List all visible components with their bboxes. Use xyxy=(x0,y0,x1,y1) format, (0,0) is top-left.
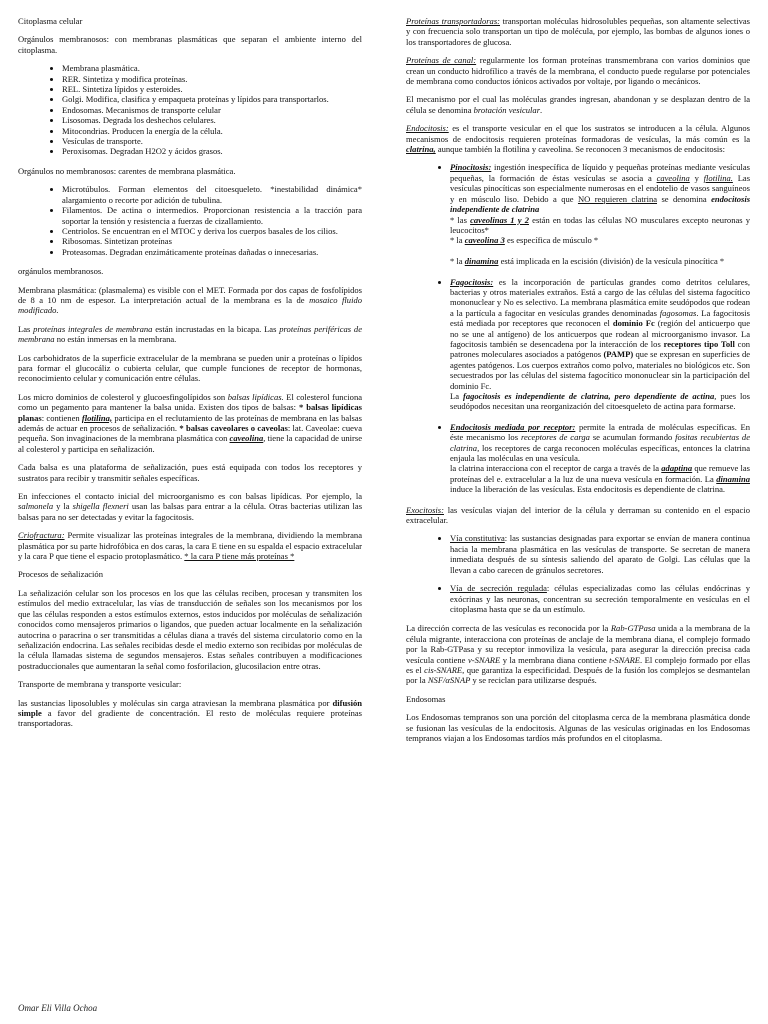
text: * la xyxy=(450,256,463,267)
text: la clatrina interacciona con el receptor de carga a través de la xyxy=(450,463,660,474)
list-item: • Proteasomas. Degradan enzimáticamente proteínas dañadas o innecesarias. xyxy=(62,247,362,257)
text: La dirección correcta de las vesículas es reconocida por la xyxy=(406,623,609,634)
text: Los micro dominios de colesterol y glucoesfingolípidos son xyxy=(18,391,226,402)
text: * las xyxy=(450,214,467,225)
subheading: Transporte de membrana y transporte vesicular: xyxy=(18,679,182,690)
term: caveolina xyxy=(656,172,690,183)
text: y la xyxy=(56,501,70,512)
text: y xyxy=(694,172,699,183)
text: mosaico fluido modificado. xyxy=(18,294,362,316)
term: caveolina xyxy=(229,433,264,444)
term: Proteínas transportadoras: xyxy=(406,16,500,26)
term: Vía de secreción regulada xyxy=(450,583,547,594)
term: v-SNARE xyxy=(467,654,501,665)
text: , que garantiza la especificidad. Después de la fusión los complejos se desmantelan por la xyxy=(406,664,750,686)
paragraph xyxy=(18,698,362,729)
text: : contienen xyxy=(41,412,80,423)
term: Pinocitosis: xyxy=(450,162,492,173)
term: caveolina 3 xyxy=(464,235,505,246)
text: * la xyxy=(450,235,463,246)
term: Vía constitutiva xyxy=(450,533,505,544)
paragraph xyxy=(406,16,750,47)
paragraph: Orgánulos no membranosos: carentes de membrana plasmática. xyxy=(18,165,236,176)
term: Rab-GTPasa xyxy=(610,623,656,634)
text: y se reciclan para utilizarse después. xyxy=(472,675,597,686)
paragraph xyxy=(18,285,362,316)
list-item: • Centriolos. Se encuentran en el MTOC y deriva los cuerpos basales de los cilios. xyxy=(62,226,362,236)
list-item xyxy=(450,277,750,412)
term: dinamina xyxy=(716,473,750,484)
term: fagocitosis es independiente de clatrina, pero dependiente de actina xyxy=(462,391,715,401)
non-membranous-organelles-list xyxy=(18,184,362,257)
term: adaptina xyxy=(661,463,693,474)
term: Exocitosis: xyxy=(406,504,444,515)
text: es específica de músculo * xyxy=(507,235,599,246)
list-item xyxy=(450,162,750,266)
list-item: • Lisosomas. Degrada los deshechos celulares. xyxy=(62,115,362,125)
text: Membrana plasmática: (plasmalema) es visible con el MET. Formada por dos capas de fosfolípidos de 8 a 10 nm de espesor. La interpretación actual de la membrana es la de xyxy=(18,284,362,305)
text: , pues los seudópodos necesitan una reorganización del citoesqueleto de actina para formarse. xyxy=(450,391,750,412)
paragraph: orgánulos membranosos. xyxy=(18,266,104,277)
text: están incrustadas en la bicapa. Las xyxy=(155,323,277,334)
text: : células especializadas como las células endócrinas y exócrinas y las neuronas, concentran su secreción temporalmente en vesículas en el citoplasma hasta que se da un estímulo. xyxy=(450,583,750,614)
term: flotilina. xyxy=(703,172,733,183)
term: fagosomas xyxy=(659,307,697,318)
text: . El complejo formado por ellas es el xyxy=(406,654,751,675)
text: . La fagocitosis está mediada por receptores que reconocen el xyxy=(450,307,751,329)
term: receptores de carga xyxy=(520,432,590,443)
term: Fagocitosis: xyxy=(450,276,494,287)
term: dominio Fc xyxy=(612,318,655,329)
list-item: • Ribosomas. Sintetizan proteínas xyxy=(62,236,362,246)
text: (región del anticuerpo que no se une al antígeno) de los anticuerpos que rodean al microorganismo invasor. La fagocitosis también se desencadena por la interacción de los xyxy=(450,318,751,349)
endocytosis-list xyxy=(406,162,750,494)
text: En infecciones el contacto inicial del microorganismo es con balsas lipídicas. Por ejemplo, la xyxy=(18,491,362,502)
membranous-organelles-list xyxy=(18,63,362,157)
term: cis-SNARE xyxy=(424,664,463,675)
term: Proteínas de canal: xyxy=(406,55,477,66)
text: transportan moléculas hidrosolubles pequeñas, son altamente selectivas y con frecuencia solo transportan un tipo de molécula, por ejemplo, las bombas de algunos iones o los transportadores de glucosa. xyxy=(406,16,750,47)
paragraph xyxy=(18,392,362,454)
note: * la cara P tiene más proteínas * xyxy=(184,551,295,562)
term: * balsas caveolares o caveolas xyxy=(179,423,288,433)
term: proteínas integrales de membrana xyxy=(33,323,153,334)
list-item xyxy=(450,583,750,614)
paragraph: Los Endosomas tempranos son una porción del citoplasma cerca de la membrana plasmática donde se fusionan las vesículas de la endocitosis. Algunas de las vesículas originadas en los Endosomas tempranos viajan a los Endosomas tardíos más profundos en el citoplasma. xyxy=(406,712,750,743)
text: se acumulan formando xyxy=(592,432,673,443)
paragraph: Cada balsa es una plataforma de señalización, pues está equipada con todos los receptores y sustratos para recibir y transmitir señales específicas. xyxy=(18,462,362,483)
term: fositas recubiertas de clatrina, xyxy=(450,432,751,453)
term: clatrina, xyxy=(406,144,436,155)
term: salmonela xyxy=(18,501,54,512)
list-item: • Golgi. Modifica, clasifica y empaqueta proteínas y lípidos para transportarlos. xyxy=(62,94,362,104)
text: es el transporte vesicular en el que los sustratos se introducen a la célula. Algunos mecanismos de endocitosis requieren proteínas formadoras de vesículas, la más común es la xyxy=(406,123,751,144)
text: a favor del gradiente de concentración. El resto de moléculas requiere proteínas transportadoras. xyxy=(18,707,362,729)
text: Las vesículas pinocíticas son especialmente numerosas en el endotelio de vasos sanguíneos y en músculo liso. Debido a que xyxy=(450,172,751,204)
section-title: Citoplasma celular xyxy=(18,16,83,26)
text: , tiene la capacidad de unirse al colesterol y participa en señalización. xyxy=(18,433,363,454)
list-item xyxy=(450,422,750,495)
term: * balsas lipídicas planas xyxy=(18,402,363,423)
text: las vesículas viajan del interior de la célula y derraman su contenido en el espacio extracelular. xyxy=(406,504,750,526)
text: no están inmersas en la membrana. xyxy=(56,334,177,345)
text: aunque también la flotilina y caveolina. Se reconocen 3 mecanismos de endocitosis: xyxy=(437,144,726,155)
text: unida a la membrana de la célula migrante, interacciona con proteínas de anclaje de la membrana diana, el complejo formado por la Rab-GTPasa y su receptor inmoviliza la vesícula, para asegurar la dirección precisa cada vesícula contiene xyxy=(406,623,750,665)
list-item: • Filamentos. De actina o intermedios. Proporcionan resistencia a la tracción para soportar la tensión y resistencia a fuerzas de cizallamiento. xyxy=(62,205,362,226)
paragraph: Los carbohidratos de la superficie extracelular de la membrana se pueden unir a proteínas o lípidos para formar el glucocáliz o cubierta celular, que cumple funciones de receptor de hormonas, reconocimiento celular y comunicación entre células. xyxy=(18,352,362,384)
term: dinamina xyxy=(464,256,499,267)
term: shigella flexneri xyxy=(72,501,129,512)
list-item: • Peroxisomas. Degradan H2O2 y ácidos grasos. xyxy=(62,146,362,156)
right-column xyxy=(406,16,750,751)
term: proteínas periféricas de membrana xyxy=(18,323,362,345)
paragraph: La señalización celular son los procesos en los que las células reciben, procesan y transmiten los estímulos del medio extracelular, las vías de transducción de señales son los mecanismos por los que las células responden a estos estímulos externos, estos inducidos por moléculas de señalización conocidos como mensajeros primarios o ligandos, que pueden actuar localmente en la señalización autocrina o paracrina o ser transmitidas a células diana a través del sistema circulatorio como en la señalización endocrina. Las señales recibidas desde el medio externo son recibidas por moléculas de la célula llamadas sistema de segundos mensajeros. Estas señales contribuyen a modificaciones postraduccionales que aumentaran la señal como fosforilacion, glucosilacion entre otras. xyxy=(18,587,362,671)
paragraph xyxy=(406,123,750,154)
list-item: • Microtúbulos. Forman elementos del citoesqueleto. *inestabilidad dinámica* alargamiento o recorte por adición de tubulina. xyxy=(62,184,362,205)
text: está implicada en la escisión (división) de la vesícula pinocítica * xyxy=(500,256,725,267)
term: receptores tipo Toll xyxy=(663,338,735,349)
paragraph xyxy=(406,55,750,86)
paragraph: El mecanismo por el cual las moléculas grandes ingresan, abandonan y se desplazan dentro de la célula se denomina brotación vesicular. xyxy=(406,94,750,115)
list-item: • Vesículas de transporte. xyxy=(62,136,362,146)
text: participa en el reclutamiento de las proteínas de membrana en las balsas además de actuar en procesos de señalización. xyxy=(18,412,362,433)
author-footer: Omar Eli Villa Ochoa xyxy=(18,1003,98,1013)
text: El mecanismo por el cual las moléculas grandes ingresan, abandonan y se desplazan dentro de la célula se denomina xyxy=(406,94,750,115)
term: difusión simple xyxy=(18,697,363,718)
term: NO requieren clatrina xyxy=(577,193,658,204)
text: regularmente los forman proteínas transmembrana con varios dominios que crean un conducto hidrofílico a través de la membrana, el conducto puede regularse por potenciales de membrana como conductos iónicos activados por voltaje, por ligando o mecánicos. xyxy=(406,55,751,87)
left-column xyxy=(18,16,362,737)
text: permite la entrada de moléculas específicas. En éste mecanismo los xyxy=(450,421,751,443)
text: los receptores de carga reconocen moléculas específicas, entonces la clatrina enjaula las moléculas en una vesícula. xyxy=(450,442,750,464)
text: Las xyxy=(18,323,31,334)
term: caveolinas 1 y 2 xyxy=(470,214,529,225)
term: endocitosis independiente de clatrina xyxy=(450,193,751,215)
subheading: Endosomas xyxy=(406,693,446,704)
term: t-SNARE xyxy=(609,654,641,665)
text: las sustancias liposolubles y moléculas sin carga atraviesan la membrana plasmática por xyxy=(18,697,330,708)
text: : las sustancias designadas para exportar se envían de manera continua hacia la membrana plasmática en las vesículas de transporte. Se secretan de manera inmediata después de su síntesis saliendo del aparato de Golgi. Las células que la llevan a cabo carecen de gránulos secretores. xyxy=(450,533,751,575)
text: con patrones moleculares asociados a patógenos xyxy=(450,338,750,360)
term: (PAMP) xyxy=(603,349,634,360)
term: flotilina, xyxy=(81,412,113,423)
text: se denomina xyxy=(661,193,707,204)
text: La xyxy=(450,391,460,401)
text: es la incorporación de partículas grandes como detritos celulares, bacterias y otros materiales extraños. Está a cargo de las células del sistema fagocítico mononuclear y No es selectivo. La membrana plasmática emite seudópodos que rodean a la partícula a fagocitar en vesículas grandes denominadas xyxy=(450,276,750,318)
subheading: Procesos de señalización xyxy=(18,569,103,580)
text: Permite visualizar las proteínas integrales de la membrana, dividiendo la membrana plasmática por su parte hidrofóbica en dos caras, la cara E tiene en su espalda el espacio extracelular y la cara P que tiene el espacio protoplasmático. xyxy=(18,530,362,562)
paragraph xyxy=(18,324,362,345)
text: y la membrana diana contiene xyxy=(502,654,607,665)
text: usan las balsas para entrar a la célula. Otras bacterias utilizan las balsas para no ser detectadas y evitar la fagocitosis. xyxy=(18,501,363,522)
text: : lat. Caveolae: cueva pequeña. Son invaginaciones de la membrana plasmática con xyxy=(18,423,362,444)
text: que remueve las proteínas del e. extracelular a la luz de una nueva vesícula en formación. La xyxy=(450,463,751,484)
term: brotación vesicular xyxy=(473,104,541,115)
term: Endocitosis: xyxy=(406,123,449,134)
list-item: • Mitocondrias. Producen la energía de la célula. xyxy=(62,126,362,136)
text: El colesterol funciona como un pegamento para mantener la balsa unida. Existen dos tipos de balsas: xyxy=(18,391,363,413)
text: induce la liberación de las vesículas. Esta endocitosis es dependiente de clatrina. xyxy=(450,484,726,495)
term: NSF/αSNAP xyxy=(427,675,471,686)
term: balsas lipídicas. xyxy=(227,391,284,402)
text: ingestión inespecífica de líquido y pequeñas proteínas mediante vesículas pequeñas, la formación de éstas vesículas se asocia a xyxy=(450,162,750,183)
paragraph xyxy=(18,530,362,561)
list-item: • Membrana plasmática. xyxy=(62,63,362,73)
paragraph xyxy=(406,623,750,685)
exocytosis-list xyxy=(406,533,750,614)
list-item: • Endosomas. Mecanismos de transporte celular xyxy=(62,105,362,115)
paragraph xyxy=(18,491,362,522)
paragraph: Orgánulos membranosos: con membranas plasmáticas que separan el ambiente interno del citoplasma. xyxy=(18,34,362,55)
term: Endocitosis mediada por receptor: xyxy=(450,421,576,432)
text: que se expresan en superficies de agentes patógenos. Los cuerpos extraños como polvo, materiales no biológicos etc. Son secuestrados por las células del sistema fagocítico mononuclear sin la participación del dominio Fc. xyxy=(450,349,751,391)
list-item xyxy=(450,533,750,575)
list-item: • REL. Sintetiza lípidos y esteroides. xyxy=(62,84,362,94)
paragraph xyxy=(406,505,750,526)
list-item: • RER. Sintetiza y modifica proteínas. xyxy=(62,74,362,84)
term: Criofractura: xyxy=(18,530,65,541)
text: están en todas las células NO musculares excepto neuronas y leucocitos* xyxy=(450,214,751,235)
